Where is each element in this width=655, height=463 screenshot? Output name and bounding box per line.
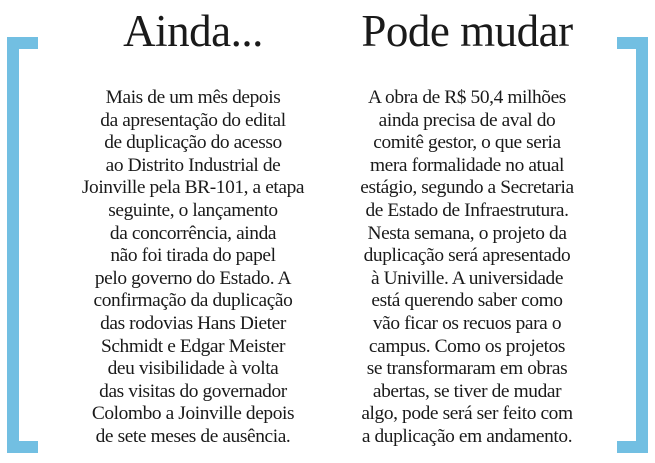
right-body-line: está querendo saber como [371, 290, 563, 312]
right-body-line: se transformaram em obras [366, 358, 568, 380]
left-column [58, 0, 328, 463]
left-body-line: confirmação da duplicação [93, 290, 293, 312]
left-body-line: de sete meses de ausência. [95, 425, 291, 447]
left-body-line: de duplicação do acesso [104, 132, 282, 154]
left-body-line: da concorrência, ainda [109, 222, 277, 244]
left-body-line: Joinville pela BR-101, a etapa [81, 177, 305, 199]
right-body-line: abertas, se tiver de mudar [372, 380, 562, 402]
right-body-line: duplicação será apresentado [363, 245, 571, 267]
left-body-line: das visitas do governador [99, 380, 287, 402]
left-body-line: pelo governo do Estado. A [94, 267, 292, 289]
left-body-line: deu visibilidade à volta [107, 358, 279, 380]
right-body-line: ainda precisa de aval do [378, 109, 556, 131]
right-bracket-decoration [617, 37, 648, 453]
left-body-line: não foi tirada do papel [110, 245, 276, 267]
left-body-line: Colombo a Joinville depois [91, 403, 295, 425]
right-body-line: estágio, segundo a Secretaria [360, 177, 574, 199]
right-body-line: vão ficar os recuos para o [372, 312, 562, 334]
left-bracket-decoration [7, 37, 38, 453]
left-body-line: da apresentação do edital [100, 109, 286, 131]
right-body-line: à Univille. A universidade [370, 267, 564, 289]
left-body-line: Schmidt e Edgar Meister [100, 335, 286, 357]
left-body-line: ao Distrito Industrial de [105, 154, 281, 176]
right-body-line: comitê gestor, o que seria [373, 132, 561, 154]
left-headline: Ainda... [123, 6, 263, 56]
right-headline: Pode mudar [361, 6, 573, 56]
right-body-line: de Estado de Infraestrutura. [365, 199, 569, 221]
right-body-line: a duplicação em andamento. [361, 425, 573, 447]
left-body-line: das rodovias Hans Dieter [100, 312, 286, 334]
right-body-line: algo, pode será ser feito com [361, 403, 573, 425]
left-body-line: Mais de um mês depois [105, 87, 281, 108]
right-body-line: campus. Como os projetos [368, 335, 566, 357]
left-body-line: seguinte, o lançamento [108, 199, 278, 221]
right-body [336, 87, 598, 449]
right-body-line: A obra de R$ 50,4 milhões [368, 87, 566, 108]
left-body [58, 87, 328, 449]
right-body-line: mera formalidade no atual [369, 154, 565, 176]
right-column [336, 0, 598, 463]
right-body-line: Nesta semana, o projeto da [367, 222, 567, 244]
